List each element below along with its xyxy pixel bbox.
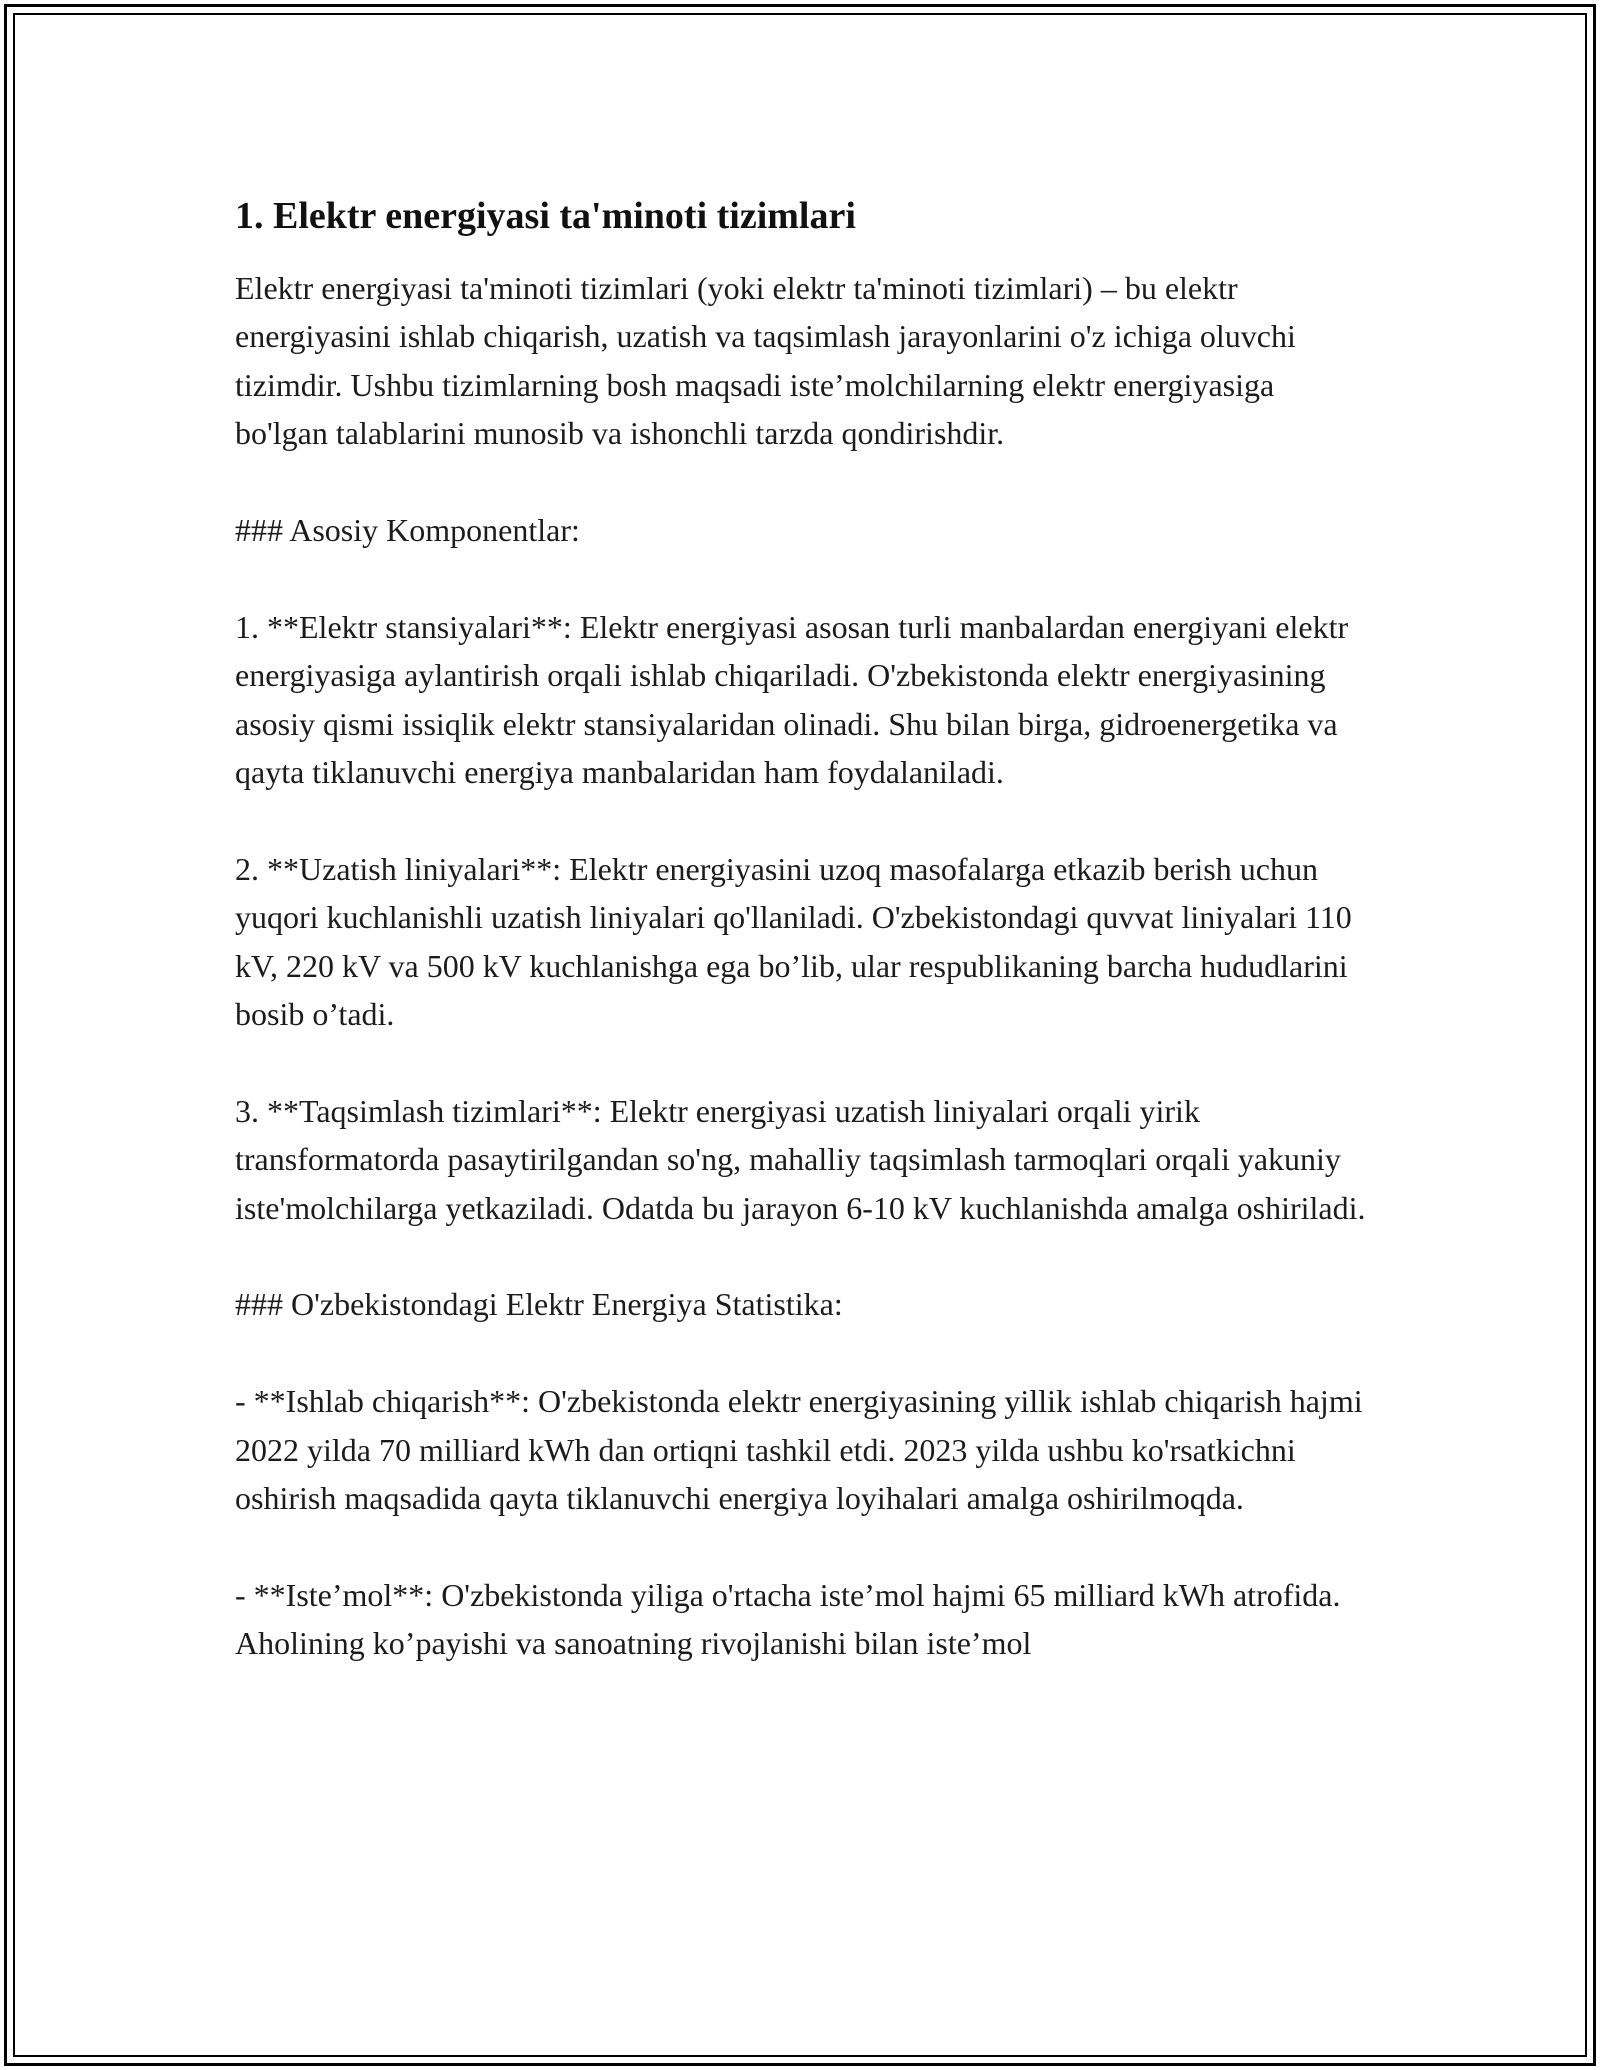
paragraph-intro: Elektr energiyasi ta'minoti tizimlari (yoki elektr ta'minoti tizimlari) – bu elektr energiyasini ishlab chiqarish, uzatish va taqsimlash jarayonlarini o'z ichiga oluvchi tizimdir. Ushbu tizimlarning bosh maqsadi iste’molchilarning elektr energiyasiga bo'lgan talablarini munosib va ishonchli tarzda qondirishdir. <box>235 270 1296 452</box>
list-item-power-stations: 1. **Elektr stansiyalari**: Elektr energiyasi asosan turli manbalardan energiyani elektr energiyasiga aylantirish orqali ishlab chiqariladi. O'zbekistonda elektr energiyasining asosiy qismi issiqlik elektr stansiyalaridan olinadi. Shu bilan birga, gidroenergetika va qayta tiklanuvchi energiya manbalaridan ham foydalaniladi. <box>235 608 1349 791</box>
list-item-transmission-lines: 2. **Uzatish liniyalari**: Elektr energiyasini uzoq masofalarga etkazib berish uchun yuqori kuchlanishli uzatish liniyalari qo'llaniladi. O'zbekistondagi quvvat liniyalari 110 kV, 220 kV va 500 kV kuchlanishga ega bo’lib, ular respublikaning barcha hududlarini bosib o’tadi. <box>235 850 1352 1033</box>
bullet-production: - **Ishlab chiqarish**: O'zbekistonda elektr energiyasining yillik ishlab chiqarish hajmi 2022 yilda 70 milliard kWh dan ortiqni tashkil etdi. 2023 yilda ushbu ko'rsatkichni oshirish maqsadida qayta tiklanuvchi energiya loyihalari amalga oshirilmoqda. <box>235 1383 1363 1517</box>
document-body <box>235 188 1375 1716</box>
document-title: 1. Elektr energiyasi ta'minoti tizimlari <box>235 195 856 237</box>
section-heading-components: ### Asosiy Komponentlar: <box>235 512 580 549</box>
bullet-consumption: - **Iste’mol**: O'zbekistonda yiliga o'rtacha iste’mol hajmi 65 milliard kWh atrofida. Aholining ko’payishi va sanoatning rivojlanishi bilan iste’mol <box>235 1576 1341 1662</box>
list-item-distribution-systems: 3. **Taqsimlash tizimlari**: Elektr energiyasi uzatish liniyalari orqali yirik transformatorda pasaytirilgandan so'ng, mahalliy taqsimlash tarmoqlari orqali yakuniy iste'molchilarga yetkaziladi. Odatda bu jarayon 6-10 kV kuchlanishda amalga oshiriladi. <box>235 1092 1366 1226</box>
section-heading-statistics: ### O'zbekistondagi Elektr Energiya Statistika: <box>235 1286 843 1323</box>
